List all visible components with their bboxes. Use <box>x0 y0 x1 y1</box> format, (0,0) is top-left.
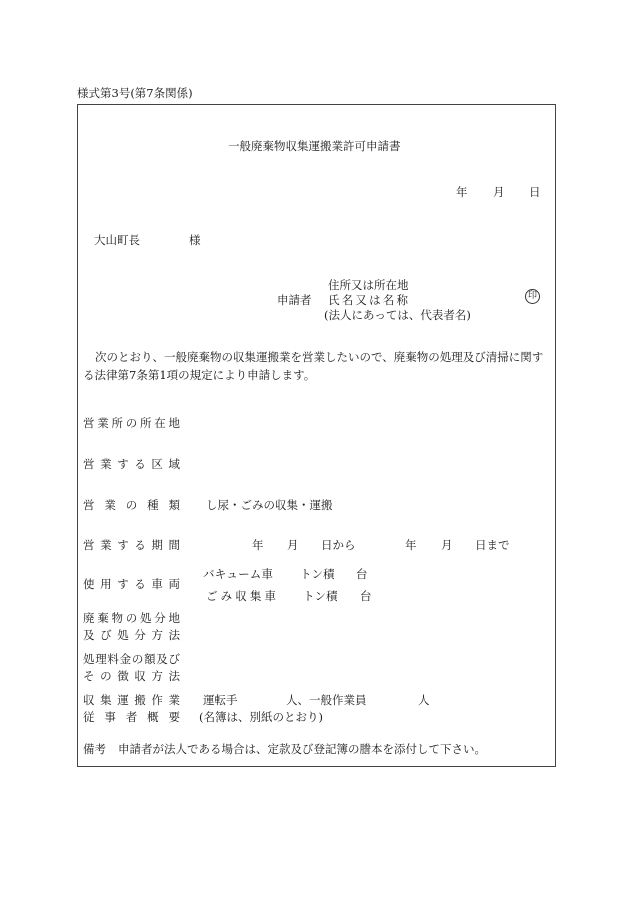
fees-label-line2: その徴収方法 <box>83 669 180 683</box>
remarks-label: 備考 <box>83 742 106 756</box>
period-end-year: 年 <box>405 538 417 552</box>
form-number: 様式第3号(第7条関係) <box>77 86 193 100</box>
vehicle-count-2: 台 <box>360 589 372 603</box>
period-start-month: 月 <box>287 538 299 552</box>
workers-people-2: 人 <box>418 693 430 707</box>
business-type-label: 営業の種類 <box>83 498 180 512</box>
vehicle-type-2: ごみ収集車 <box>206 589 276 603</box>
remarks-text: 申請者が法人である場合は、定款及び登記簿の謄本を添付して下さい。 <box>118 742 486 756</box>
vehicle-unit-2: トン積 <box>303 589 338 603</box>
period-start-year: 年 <box>252 538 264 552</box>
applicant-address-label: 住所又は所在地 <box>328 278 409 292</box>
form-title: 一般廃棄物収集運搬業許可申請書 <box>228 139 401 153</box>
vehicle-type-1: バキューム車 <box>203 567 273 581</box>
office-location-label: 営業所の所在地 <box>83 416 180 430</box>
period-end-month: 月 <box>441 538 453 552</box>
disposal-label-line1: 廃棄物の処分地 <box>83 611 180 625</box>
addressee-name: 大山町長 <box>94 233 140 247</box>
applicant-rep-note: (法人にあっては、代表者名) <box>324 308 471 322</box>
workers-label-line1: 収集運搬作業 <box>83 693 180 707</box>
body-paragraph: 次のとおり、一般廃棄物の収集運搬業を営業したいので、廃棄物の処理及び清掃に関する法律第7条第1項の規定により申請します。 <box>83 350 544 382</box>
period-start-day: 日から <box>321 538 356 552</box>
disposal-label-line2: 及び処分方法 <box>83 628 180 642</box>
vehicles-label: 使用する車両 <box>83 577 180 591</box>
workers-people-1: 人、一般作業員 <box>286 693 367 707</box>
period-end-day: 日まで <box>475 538 510 552</box>
business-type-value: し尿・ごみの収集・運搬 <box>206 498 333 512</box>
workers-drivers: 運転手 <box>203 693 238 707</box>
applicant-name-label: 氏名又は名称 <box>328 293 408 307</box>
addressee-honorific: 様 <box>189 233 201 247</box>
date-year: 年 <box>456 185 468 199</box>
fees-label-line1: 処理料金の額及び <box>83 652 180 666</box>
vehicle-count-1: 台 <box>356 567 368 581</box>
workers-label-line2: 従事者概要 <box>83 710 180 724</box>
business-area-label: 営業する区域 <box>83 457 180 471</box>
workers-note: (名簿は、別紙のとおり) <box>199 710 323 724</box>
date-day: 日 <box>529 185 541 199</box>
business-period-label: 営業する期間 <box>83 538 180 552</box>
vehicle-unit-1: トン積 <box>300 567 335 581</box>
seal-mark: 印 <box>525 289 540 304</box>
applicant-label: 申請者 <box>277 293 312 307</box>
date-month: 月 <box>493 185 505 199</box>
